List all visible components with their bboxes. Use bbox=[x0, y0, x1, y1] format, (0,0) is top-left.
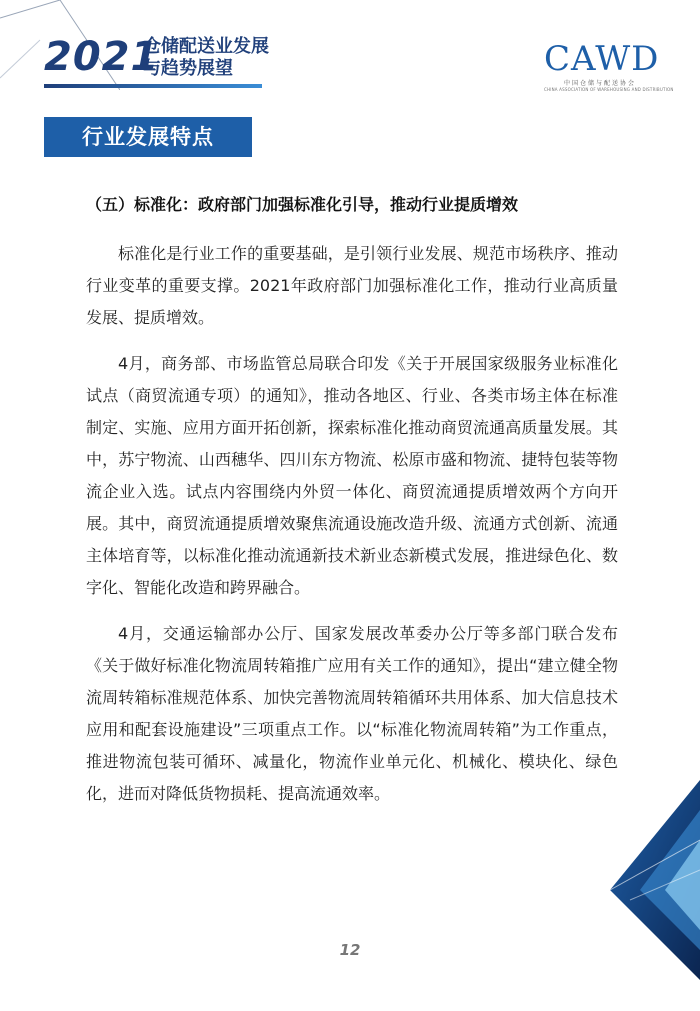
paragraph: 4月，商务部、市场监管总局联合印发《关于开展国家级服务业标准化试点（商贸流通专项）的通知》，推动各地区、行业、各类市场主体在标准制定、实施、应用方面开拓创新，探索标准化推动商贸流通高质量发展。其中，苏宁物流、山西穗华、四川东方物流、松原市盛和物流、捷特包装等物流企业入选。试点内容围绕内外贸一体化、商贸流通提质增效两个方向开展。其中，商贸流通提质增效聚焦流通设施改造升级、流通方式创新、流通主体培育等，以标准化推动流通新技术新业态新模式发展，推进绿色化、数字化、智能化改造和跨界融合。 bbox=[86, 354, 618, 597]
report-title: 仓储配送业发展与趋势展望 bbox=[143, 36, 269, 79]
page-number: 12 bbox=[339, 941, 361, 959]
paragraph: 标准化是行业工作的重要基础，是引领行业发展、规范市场秩序、推动行业变革的重要支撑。2021年政府部门加强标准化工作，推动行业高质量发展、提质增效。 bbox=[86, 244, 618, 327]
logo-subtitle-en: CHINA ASSOCIATION OF WAREHOUSING AND DISTRIBUTION bbox=[544, 87, 674, 92]
body-text bbox=[86, 238, 618, 824]
report-year: 2021 bbox=[44, 34, 160, 80]
section-banner: 行业发展特点 bbox=[44, 117, 252, 157]
section-heading: （五）标准化：政府部门加强标准化引导，推动行业提质增效 bbox=[86, 195, 519, 214]
logo-subtitle-cn: 中国仓储与配送协会 bbox=[563, 80, 636, 87]
header-underline bbox=[44, 84, 262, 88]
logo-text: CAWD bbox=[544, 39, 660, 79]
paragraph: 4月，交通运输部办公厅、国家发展改革委办公厅等多部门联合发布《关于做好标准化物流周转箱推广应用有关工作的通知》，提出“建立健全物流周转箱标准规范体系、加快完善物流周转箱循环共用体系、加大信息技术应用和配套设施建设”三项重点工作。以“标准化物流周转箱”为工作重点，推进物流包装可循环、减量化，物流作业单元化、机械化、模块化、绿色化，进而对降低货物损耗、提高流通效率。 bbox=[86, 624, 618, 803]
cawd-logo bbox=[544, 39, 674, 92]
